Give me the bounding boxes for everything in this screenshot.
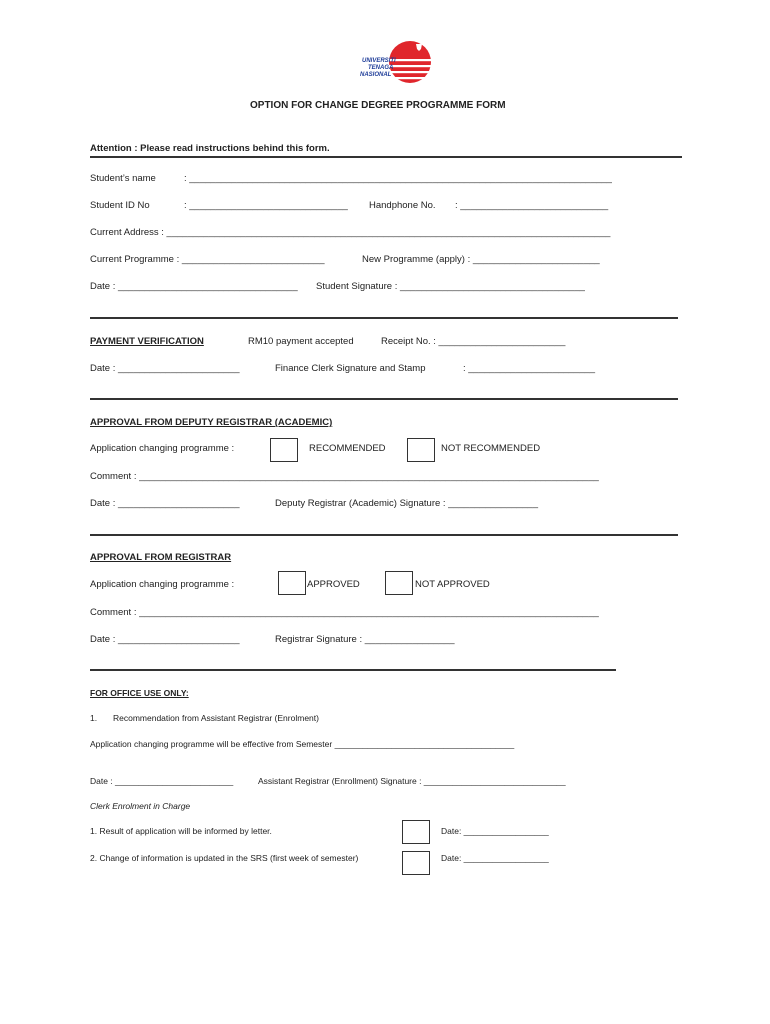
office-use-heading: FOR OFFICE USE ONLY: (90, 688, 189, 698)
current-programme-field[interactable]: Current Programme : ___________________________ (90, 254, 325, 265)
student-name-field[interactable]: : ________________________________________________________________________________ (184, 173, 612, 184)
deputy-date-field[interactable]: Date : _______________________ (90, 498, 240, 509)
registrar-comment-field[interactable]: Comment : _______________________________________________________________________________________ (90, 607, 599, 618)
srs-update-label: 2. Change of information is updated in the SRS (first week of semester) (90, 853, 359, 863)
receipt-field[interactable]: Receipt No. : ________________________ (381, 336, 566, 347)
not-approved-label: NOT APPROVED (415, 579, 490, 590)
payment-heading: PAYMENT VERIFICATION (90, 336, 204, 347)
logo-text-3: NASIONAL (360, 72, 392, 78)
divider (90, 156, 682, 158)
handphone-label: Handphone No. (369, 200, 436, 211)
logo-text-2: TENAGA (368, 65, 394, 71)
form-title: OPTION FOR CHANGE DEGREE PROGRAMME FORM (250, 100, 506, 111)
student-date-field[interactable]: Date : __________________________________ (90, 281, 298, 292)
handphone-field[interactable]: : ____________________________ (455, 200, 609, 211)
recommended-label: RECOMMENDED (309, 443, 386, 454)
new-programme-field[interactable]: New Programme (apply) : ________________________ (362, 254, 600, 265)
srs-update-checkbox[interactable] (402, 851, 430, 875)
not-recommended-label: NOT RECOMMENDED (441, 443, 541, 454)
not-recommended-checkbox[interactable] (407, 438, 435, 462)
current-address-field[interactable]: Current Address : ____________________________________________________________________________________ (90, 227, 611, 238)
logo-text-1: UNIVERSITI (362, 58, 396, 64)
student-name-label: Student’s name (90, 173, 156, 184)
office-date-field[interactable]: Date : _________________________ (90, 776, 234, 786)
effective-semester-field[interactable]: Application changing programme will be effective from Semester ______________________________________ (90, 739, 515, 749)
result-informed-label: 1. Result of application will be informed by letter. (90, 826, 272, 836)
srs-date-field[interactable]: Date: __________________ (441, 853, 549, 863)
student-signature-field[interactable]: Student Signature : ___________________________________ (316, 281, 585, 292)
finance-clerk-field[interactable]: : ________________________ (463, 363, 596, 374)
result-informed-checkbox[interactable] (402, 820, 430, 844)
clerk-enrolment-label: Clerk Enrolment in Charge (90, 801, 191, 811)
divider (90, 317, 678, 319)
divider (90, 398, 678, 400)
university-logo (340, 38, 435, 86)
office-item-recommendation: Recommendation from Assistant Registrar (Enrolment) (113, 713, 319, 723)
student-id-field[interactable]: : ______________________________ (184, 200, 348, 211)
attention-note: Attention : Please read instructions behind this form. (90, 143, 330, 154)
student-id-label: Student ID No (90, 200, 150, 211)
finance-clerk-label: Finance Clerk Signature and Stamp (275, 363, 426, 374)
deputy-signature-field[interactable]: Deputy Registrar (Academic) Signature : _________________ (275, 498, 538, 509)
assistant-registrar-signature-field[interactable]: Assistant Registrar (Enrollment) Signature : ______________________________ (258, 776, 566, 786)
registrar-heading: APPROVAL FROM REGISTRAR (90, 552, 232, 563)
registrar-signature-field[interactable]: Registrar Signature : _________________ (275, 634, 455, 645)
deputy-registrar-heading: APPROVAL FROM DEPUTY REGISTRAR (ACADEMIC) (90, 417, 333, 428)
registrar-application-label: Application changing programme : (90, 579, 235, 590)
divider (90, 534, 678, 536)
deputy-comment-field[interactable]: Comment : _______________________________________________________________________________________ (90, 471, 599, 482)
divider (90, 669, 616, 671)
approved-label: APPROVED (307, 579, 360, 590)
registrar-date-field[interactable]: Date : _______________________ (90, 634, 240, 645)
result-date-field[interactable]: Date: __________________ (441, 826, 549, 836)
payment-date-field[interactable]: Date : _______________________ (90, 363, 240, 374)
not-approved-checkbox[interactable] (385, 571, 413, 595)
recommended-checkbox[interactable] (270, 438, 298, 462)
deputy-application-label: Application changing programme : (90, 443, 235, 454)
payment-accepted-label: RM10 payment accepted (248, 336, 354, 347)
office-item-number: 1. (90, 713, 98, 723)
approved-checkbox[interactable] (278, 571, 306, 595)
